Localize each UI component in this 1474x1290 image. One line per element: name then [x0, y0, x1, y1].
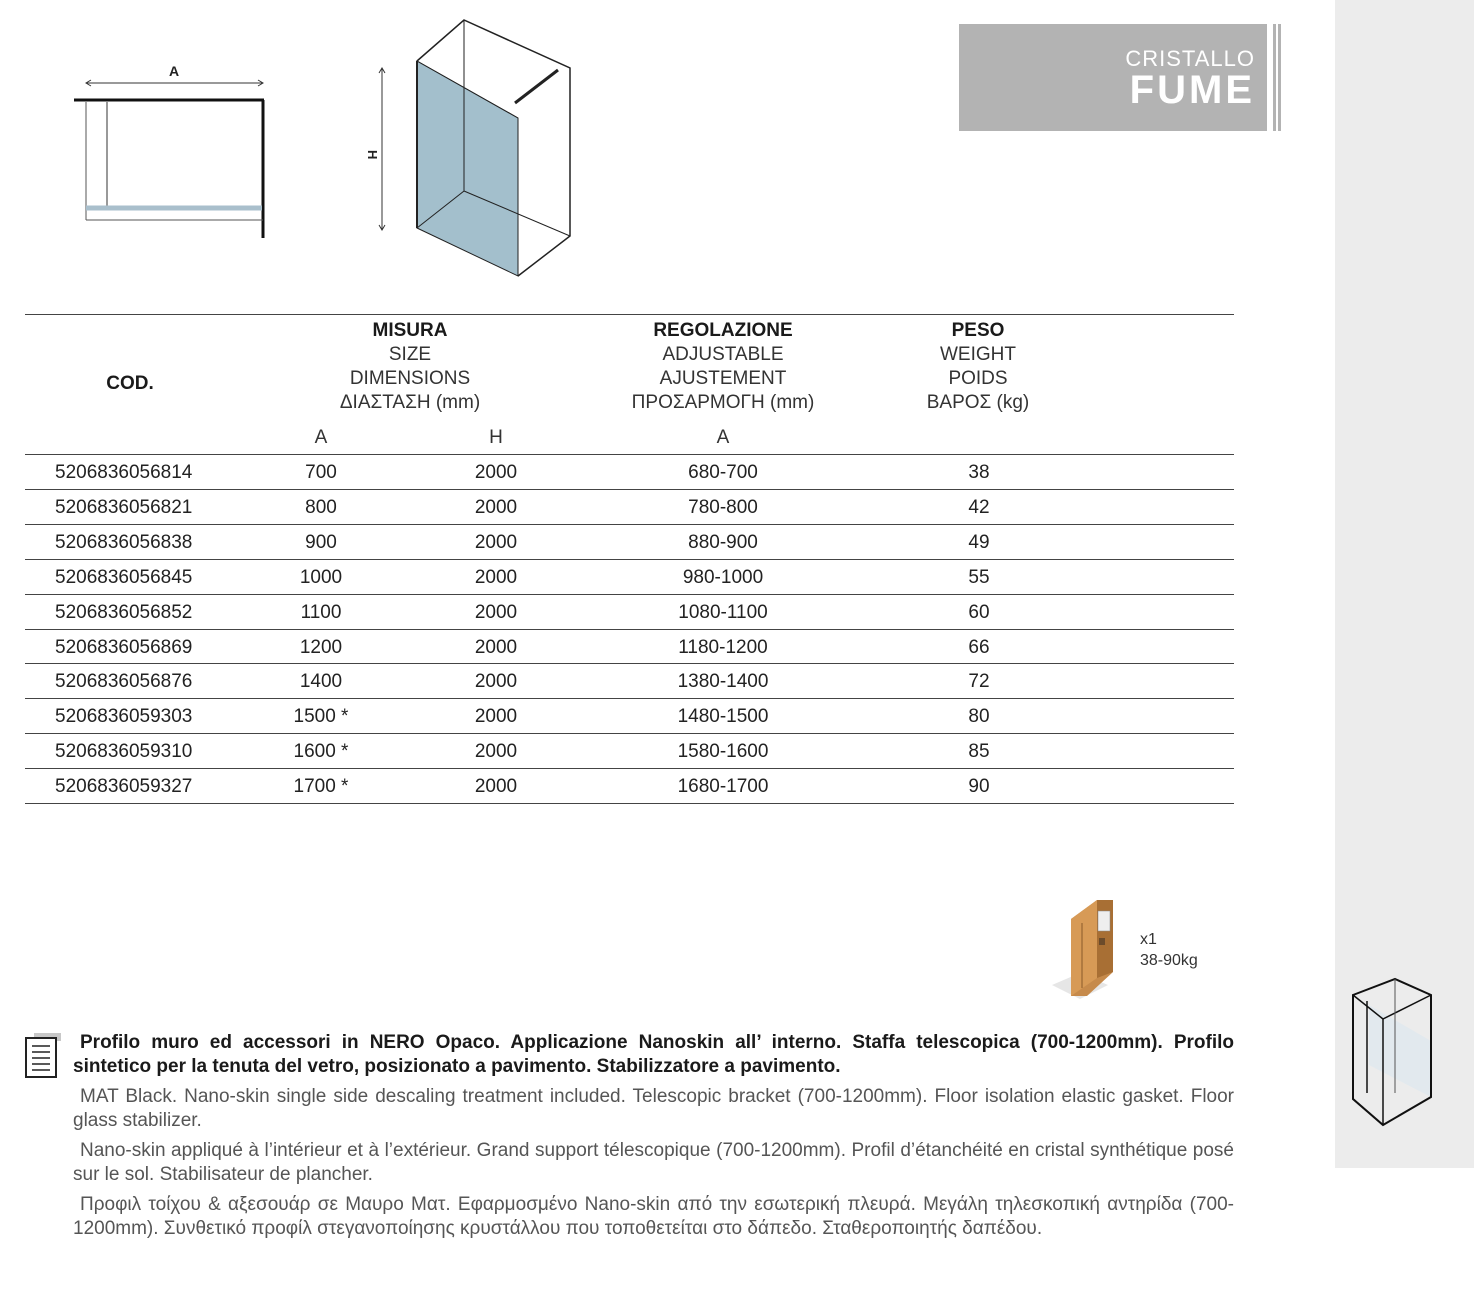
width-cell: 1700 *	[293, 776, 349, 798]
table-row	[25, 664, 1234, 699]
cod-header	[55, 372, 205, 396]
cod-cell: 5206836059327	[55, 776, 193, 798]
table-row	[25, 560, 1234, 595]
description-en: MAT Black. Nano-skin single side descaling treatment included. Telescopic bracket (700-1200mm). Floor isolation elastic gasket. Floor glass stabilizer.	[73, 1086, 1234, 1131]
adj-header-it: REGOLAZIONE	[653, 320, 793, 341]
table-row	[25, 699, 1234, 734]
cod-header-label: COD.	[106, 373, 154, 394]
weight-header-fr: POIDS	[948, 368, 1008, 389]
adjustable-cell: 1380-1400	[677, 671, 769, 693]
adjustable-cell: 1680-1700	[677, 776, 769, 798]
cod-cell: 5206836056869	[55, 636, 193, 658]
weight-header-gr: ΒΑΡΟΣ (kg)	[926, 392, 1030, 413]
height-cell: 2000	[474, 496, 518, 518]
width-label: A	[168, 63, 180, 79]
size-header-it: MISURA	[372, 320, 448, 341]
cod-cell: 5206836059310	[55, 741, 193, 763]
shower-3d-diagram	[360, 18, 580, 283]
adjustable-cell: 880-900	[688, 531, 758, 553]
adjustable-cell: 680-700	[688, 462, 758, 483]
height-cell: 2000	[474, 566, 518, 588]
adj-header-gr: ΠΡΟΣΑΡΜΟΓΗ (mm)	[631, 392, 815, 413]
width-cell: 1500 *	[293, 706, 349, 728]
weight-header	[893, 319, 1063, 415]
weight-cell: 85	[968, 741, 990, 763]
adj-header-en: ADJUSTABLE	[662, 344, 784, 365]
cod-cell: 5206836056838	[55, 531, 193, 553]
adjustable-cell: 1580-1600	[677, 741, 769, 763]
height-cell: 2000	[474, 706, 518, 728]
badge-line2: FUME	[1129, 68, 1255, 112]
adjustable-cell: 1180-1200	[678, 636, 768, 658]
size-header-gr: ΔΙΑΣΤΑΣΗ (mm)	[339, 392, 481, 413]
weight-cell: 60	[968, 601, 990, 623]
description-gr: Προφιλ τοίχου & αξεσουάρ σε Μαυρο Ματ. Εφαρμοσμένο Nano-skin από την εσωτερική πλευρά. Μεγάλη τηλεσκοπική αντηρίδα (700-1200mm). Συνθετικό προφίλ στεγανοποίησης κρυστάλλου που τοποθετείται στο δάπεδο. Σταθεροποιητής δαπέδου.	[73, 1194, 1234, 1239]
width-cell: 900	[305, 531, 337, 553]
table-top-rule	[25, 314, 1234, 315]
cod-cell: 5206836059303	[55, 706, 193, 728]
adjustable-cell: 1080-1100	[678, 601, 768, 623]
table-row	[25, 490, 1234, 525]
cod-cell: 5206836056876	[55, 671, 193, 693]
table-row	[25, 595, 1234, 630]
width-cell: 1600 *	[293, 741, 349, 763]
cod-cell: 5206836056852	[55, 601, 193, 623]
height-cell: 2000	[474, 776, 518, 798]
weight-cell: 66	[968, 636, 990, 658]
package-weight: 38-90kg	[1140, 952, 1198, 969]
badge-stripe	[1273, 24, 1276, 131]
cod-cell: 5206836056821	[55, 496, 193, 518]
width-cell: 700	[305, 462, 337, 483]
width-cell: 1100	[300, 601, 342, 623]
sub-header-a: A	[314, 427, 328, 448]
weight-cell: 72	[968, 671, 990, 693]
table-row	[25, 630, 1234, 665]
height-cell: 2000	[474, 531, 518, 553]
badge-stripe	[1278, 24, 1281, 131]
adjustable-cell: 1480-1500	[677, 706, 769, 728]
width-cell: 1400	[299, 671, 343, 693]
package-qty: x1	[1140, 931, 1157, 948]
top-view-diagram	[70, 60, 275, 245]
weight-cell: 49	[968, 531, 990, 553]
adjustable-cell: 780-800	[688, 496, 758, 518]
cod-cell: 5206836056845	[55, 566, 193, 588]
size-header	[290, 319, 530, 415]
weight-cell: 80	[968, 706, 990, 728]
badge-line1: CRISTALLO	[1125, 46, 1255, 71]
height-cell: 2000	[474, 671, 518, 693]
shower-icon	[1345, 975, 1440, 1130]
table-row	[25, 734, 1234, 769]
sub-header-h: H	[489, 427, 503, 448]
width-cell: 1200	[299, 636, 343, 658]
weight-cell: 38	[968, 462, 990, 483]
height-cell: 2000	[474, 462, 518, 483]
package-info	[1140, 929, 1198, 971]
adjustable-cell: 980-1000	[682, 566, 764, 588]
document-icon	[24, 1032, 62, 1080]
table-row	[25, 525, 1234, 560]
height-label: H	[365, 150, 380, 160]
weight-cell: 90	[968, 776, 990, 798]
height-cell: 2000	[474, 636, 518, 658]
cod-cell: 5206836056814	[55, 462, 193, 483]
glass-type-badge	[959, 24, 1267, 131]
weight-cell: 55	[968, 566, 990, 588]
width-cell: 1000	[299, 566, 343, 588]
adj-header-fr: AJUSTEMENT	[659, 368, 787, 389]
sub-header-adj-a: A	[716, 427, 730, 448]
description-fr: Nano-skin appliqué à l’intérieur et à l’extérieur. Grand support télescopique (700-1200mm). Profil d’étanchéité en cristal synthétique posé sur le sol. Stabilisateur de plancher.	[73, 1140, 1234, 1185]
table-row	[25, 769, 1234, 804]
weight-header-it: PESO	[951, 320, 1005, 341]
package-box-icon	[1050, 893, 1120, 1001]
width-cell: 800	[305, 496, 337, 518]
size-header-fr: DIMENSIONS	[349, 368, 471, 389]
height-cell: 2000	[474, 601, 518, 623]
size-header-en: SIZE	[388, 344, 432, 365]
weight-cell: 42	[968, 496, 990, 518]
table-row	[25, 455, 1234, 490]
table-bottom-rule	[25, 803, 1234, 804]
weight-header-en: WEIGHT	[940, 344, 1016, 365]
description-it: Profilo muro ed accessori in NERO Opaco. Applicazione Nanoskin all’ interno. Staffa telescopica (700-1200mm). Profilo sintetico per la tenuta del vetro, posizionato a pavimento. Stabilizzatore a pavimento.	[73, 1032, 1234, 1077]
adj-header	[603, 319, 843, 415]
height-cell: 2000	[474, 741, 518, 763]
